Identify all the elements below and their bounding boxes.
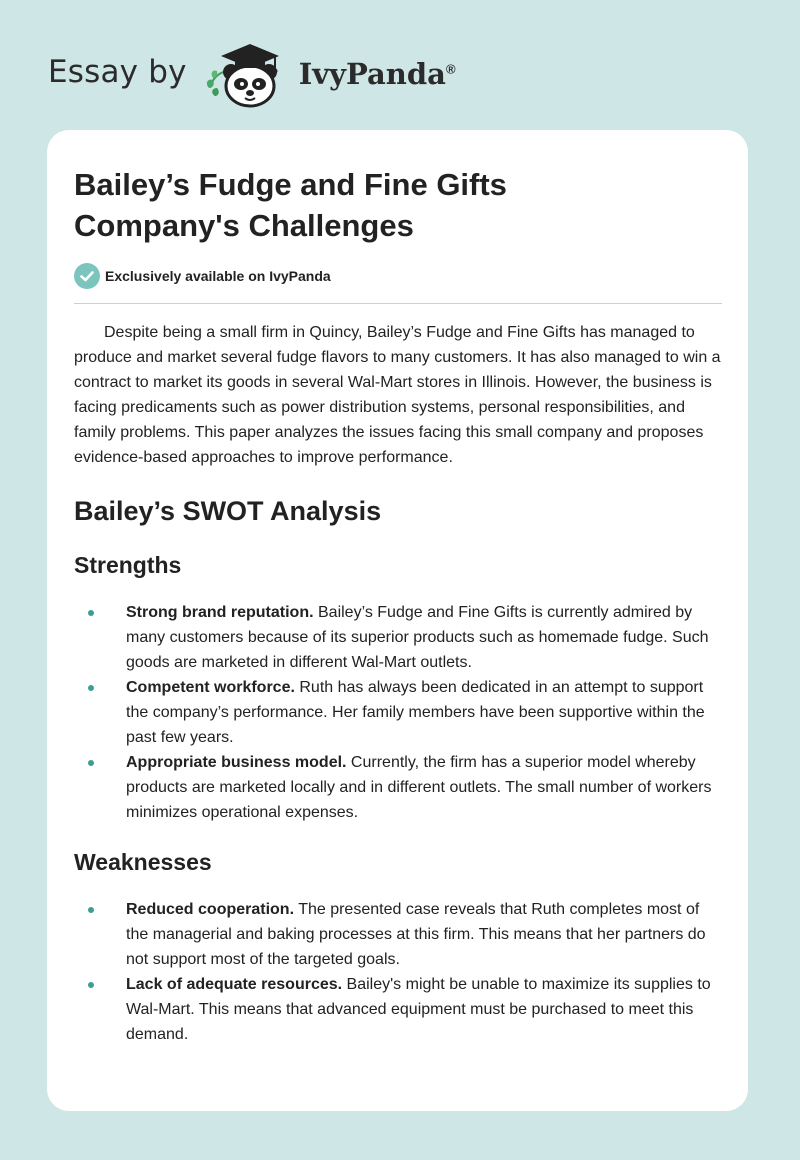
- item-lead: Lack of adequate resources.: [126, 976, 343, 993]
- strengths-heading: Strengths: [74, 552, 182, 578]
- bullet-icon: [88, 982, 94, 988]
- item-lead: Strong brand reputation.: [126, 604, 314, 621]
- list-item: [74, 675, 722, 750]
- item-text: Ruth has always been dedicated in an attempt to support the company’s performance. Her family members have been supportive within the past few years.: [126, 679, 705, 746]
- weaknesses-heading: Weaknesses: [74, 849, 212, 875]
- item-text: The presented case reveals that Ruth completes most of the managerial and baking processes at this firm. This means that her partners do not support most of the targeted goals.: [126, 901, 706, 968]
- item-lead: Reduced cooperation.: [126, 901, 295, 918]
- brand-prefix: Essay by: [48, 54, 187, 90]
- item-text: Currently, the firm has a superior model whereby products are marketed locally and in different outlets. The small number of workers minimizes operational expenses.: [126, 754, 712, 821]
- weaknesses-list: [74, 897, 722, 1047]
- list-item: [74, 897, 722, 972]
- bullet-icon: [88, 610, 94, 616]
- article-card: [47, 130, 748, 1111]
- list-item: [74, 750, 722, 825]
- item-lead: Competent workforce.: [126, 679, 295, 696]
- panda-graduate-icon: [201, 36, 297, 108]
- check-circle-icon: [74, 263, 100, 289]
- item-text: Bailey’s Fudge and Fine Gifts is currently admired by many customers because of its superior products such as homemade fudge. Such goods are marketed in different Wal-Mart outlets.: [126, 604, 709, 671]
- item-lead: Appropriate business model.: [126, 754, 347, 771]
- exclusive-badge: [74, 262, 722, 290]
- brand-header[interactable]: [48, 36, 456, 108]
- list-item: [74, 600, 722, 675]
- exclusive-badge-label: Exclusively available on IvyPanda: [105, 268, 331, 284]
- bullet-icon: [88, 760, 94, 766]
- item-text: Bailey's might be unable to maximize its supplies to Wal-Mart. This means that advanced equipment must be purchased to meet this demand.: [126, 976, 711, 1043]
- intro-paragraph: Despite being a small firm in Quincy, Bailey’s Fudge and Fine Gifts has managed to produce and market several fudge flavors to many customers. It has also managed to win a contract to market its goods in several Wal-Mart stores in Illinois. However, the business is facing predicaments such as power distribution systems, personal responsibilities, and family problems. This paper analyzes the issues facing this small company and proposes evidence-based approaches to improve performance.: [74, 324, 721, 466]
- page-title: Bailey’s Fudge and Fine Gifts Company's Challenges: [74, 167, 507, 243]
- bullet-icon: [88, 907, 94, 913]
- strengths-list: [74, 600, 722, 825]
- list-item: [74, 972, 722, 1047]
- brand-name: IvyPanda®: [298, 57, 456, 91]
- section-heading: Bailey’s SWOT Analysis: [74, 496, 382, 526]
- bullet-icon: [88, 685, 94, 691]
- divider: [74, 303, 722, 304]
